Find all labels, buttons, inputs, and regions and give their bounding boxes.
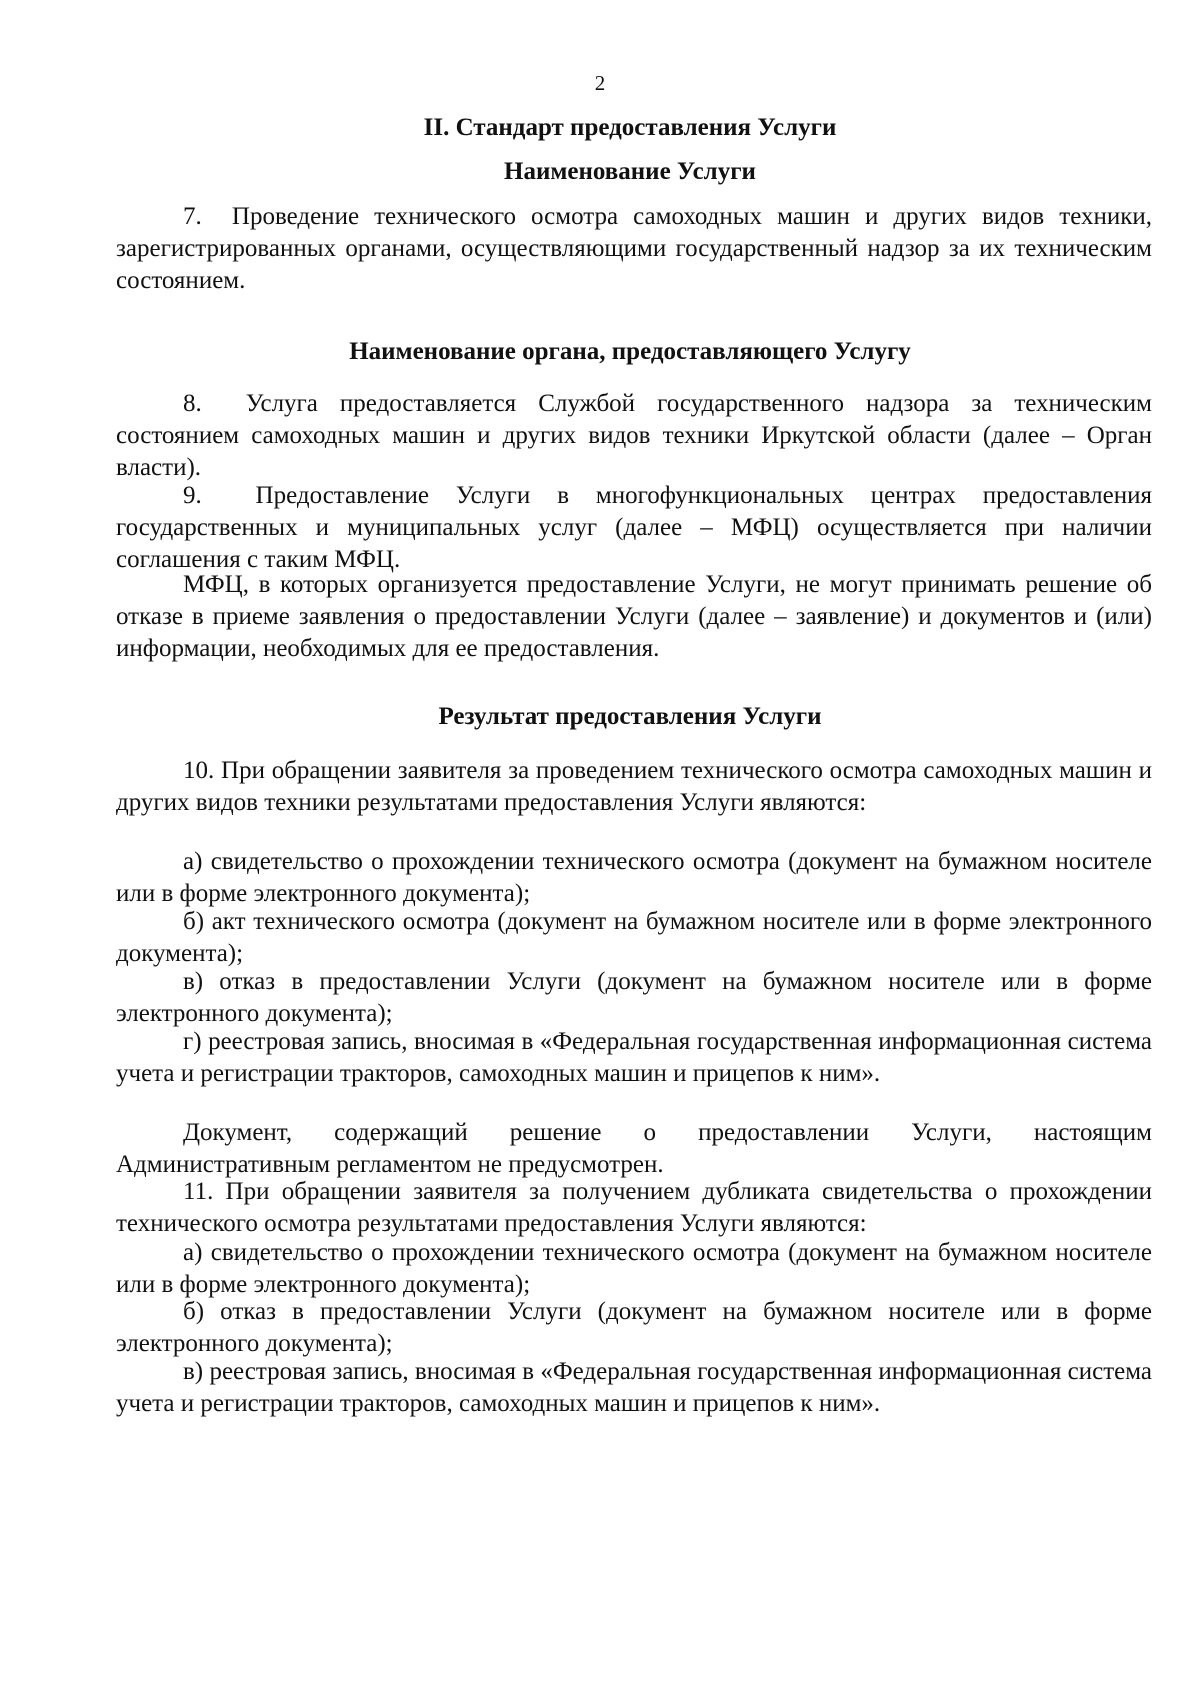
paragraph-10-item-c: в) отказ в предоставлении Услуги (документ на бумажном носителе или в форме электронного документа); (116, 968, 1152, 1027)
paragraph-10-note: Документ, содержащий решение о предоставлении Услуги, настоящим Административным регламентом не предусмотрен. (116, 1119, 1152, 1178)
heading-service-name: Наименование Услуги (504, 158, 756, 185)
paragraph-10-item-b: б) акт технического осмотра (документ на бумажном носителе или в форме электронного документа); (116, 908, 1152, 967)
section-title: II. Стандарт предоставления Услуги (423, 114, 837, 141)
heading-result: Результат предоставления Услуги (438, 703, 822, 730)
heading-authority: Наименование органа, предоставляющего Услугу (349, 338, 911, 365)
paragraph-8: 8. Услуга предоставляется Службой государственного надзора за техническим состоянием самоходных машин и других видов техники Иркутской области (далее – Орган власти). (116, 390, 1152, 481)
paragraph-11-item-b: б) отказ в предоставлении Услуги (документ на бумажном носителе или в форме электронного документа); (116, 1298, 1152, 1357)
page-number: 2 (594, 71, 606, 95)
paragraph-9: 9. Предоставление Услуги в многофункциональных центрах предоставления государственных и муниципальных услуг (далее – МФЦ) осуществляется при наличии соглашения с таким МФЦ. (116, 482, 1152, 573)
paragraph-11-item-a: а) свидетельство о прохождении технического осмотра (документ на бумажном носителе или в форме электронного документа); (116, 1239, 1152, 1298)
paragraph-11-item-v: в) реестровая запись, вносимая в «Федеральная государственная информационная система учета и регистрации тракторов, самоходных машин и прицепов к ним». (116, 1358, 1152, 1417)
paragraph-9-continued: МФЦ, в которых организуется предоставление Услуги, не могут принимать решение об отказе в приеме заявления о предоставлении Услуги (далее – заявление) и документов и (или) информации, необходимых для ее предоставления. (116, 571, 1152, 662)
paragraph-7: 7. Проведение технического осмотра самоходных машин и других видов техники, зарегистрированных органами, осуществляющими государственный надзор за их техническим состоянием. (116, 203, 1152, 294)
paragraph-11: 11. При обращении заявителя за получением дубликата свидетельства о прохождении технического осмотра результатами предоставления Услуги являются: (116, 1178, 1152, 1237)
paragraph-10: 10. При обращении заявителя за проведением технического осмотра самоходных машин и других видов техники результатами предоставления Услуги являются: (116, 757, 1152, 816)
paragraph-10-item-g: г) реестровая запись, вносимая в «Федеральная государственная информационная система учета и регистрации тракторов, самоходных машин и прицепов к ним». (116, 1028, 1152, 1087)
paragraph-10-item-a: а) свидетельство о прохождении технического осмотра (документ на бумажном носителе или в форме электронного документа); (116, 848, 1152, 907)
